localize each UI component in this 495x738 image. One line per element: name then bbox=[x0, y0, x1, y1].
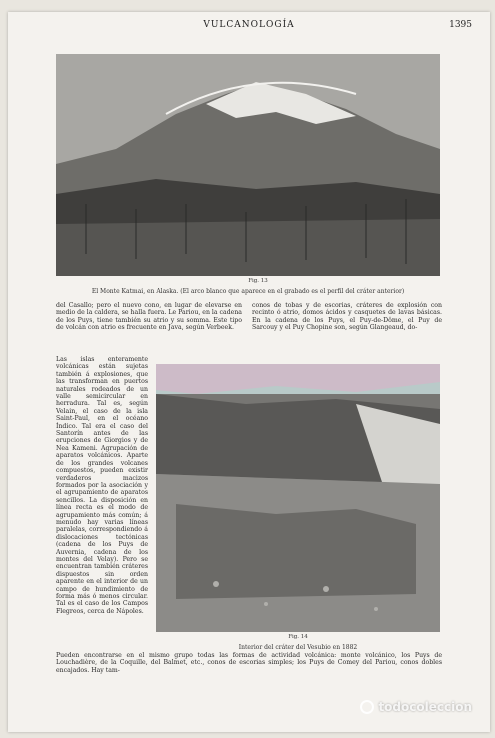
mount-katmai-photo bbox=[56, 54, 440, 276]
page-number: 1395 bbox=[449, 20, 472, 30]
watermark-text: todocoleccion bbox=[378, 700, 472, 714]
figure-13-caption: El Monte Katmai, en Alaska. (El arco blanco que aparece en el grabado es el perfil del cráter anterior) bbox=[91, 288, 405, 295]
column-1-top-paragraph bbox=[56, 302, 242, 332]
paragraph: del Casallo; pero el nuevo cono, en lugar de elevarse en medio de la caldera, se halla fuera. Le Pariou, en la cadena de los Puys, tiene también su atrio y su somma. Este tipo de volcán con atrio es frecuente en Java, según Verbeek. bbox=[56, 302, 242, 332]
watermark bbox=[360, 700, 472, 714]
bottom-paragraph bbox=[56, 652, 442, 674]
page-header bbox=[8, 20, 490, 36]
figure-13-label: Fig. 13 bbox=[248, 278, 268, 284]
running-title: VULCANOLOGÍA bbox=[203, 20, 295, 30]
figure-14-caption: Interior del cráter del Vesubio en 1882 bbox=[238, 644, 358, 651]
vesuvius-crater-photo bbox=[156, 364, 440, 632]
watermark-logo-icon bbox=[360, 700, 374, 714]
figure-14-label: Fig. 14 bbox=[288, 634, 308, 640]
paragraph: Pueden encontrarse en el mismo grupo todas las formas de actividad volcánica: monte volcánico, los Puys de Louchadière, de la Coquille, del Balmet, etc., conos de escorias simples; los Puys de Comey del Pariou, conos dobles encajados. Hay tam- bbox=[56, 652, 442, 674]
paragraph: Las islas enteramente volcánicas están sujetas también á explosiones, que las transforman en puertos naturales rodeados de un valle semicircular en herradura. Tal es, según Velain, el caso de la isla Saint-Paul, en el océano Índico. Tal era el caso del Santorín antes de las erupciones de Giorgios y de Nea Kameni. Agrupación de aparatos volcánicos. Aparte de los grandes volcanes compuestos, pueden existir verdaderos macizos formados por la asociación y el agrupamiento de aparatos sencillos. La disposición en línea recta es el modo de agrupamiento más común; á menudo hay varias líneas paralelas, correspondiendo á dislocaciones tectónicas (cadena de los Puys de Auvernia, cadena de los montes del Velay). Pero se encuentran también cráteres dispuestos sin orden aparente en el interior de un campo de hundimiento de forma más ó menos circular. Tal es el caso de los Campos Flegreos, cerca de Nápoles. bbox=[56, 356, 148, 615]
paragraph: conos de tobas y de escorias, cráteres de explosión con recinto ó atrio, domos ácidos y casquetes de lavas básicas. En la cadena de los Puys, el Puy-de-Dôme, el Puy de Sarcouy y el Puy Chopine son, según Glangeaud, do- bbox=[252, 302, 442, 332]
crater-illustration bbox=[156, 364, 440, 632]
mountain-illustration bbox=[56, 54, 440, 276]
column-1-narrow-text bbox=[56, 356, 148, 615]
column-2-top-paragraph bbox=[252, 302, 442, 332]
document-page bbox=[8, 12, 490, 732]
